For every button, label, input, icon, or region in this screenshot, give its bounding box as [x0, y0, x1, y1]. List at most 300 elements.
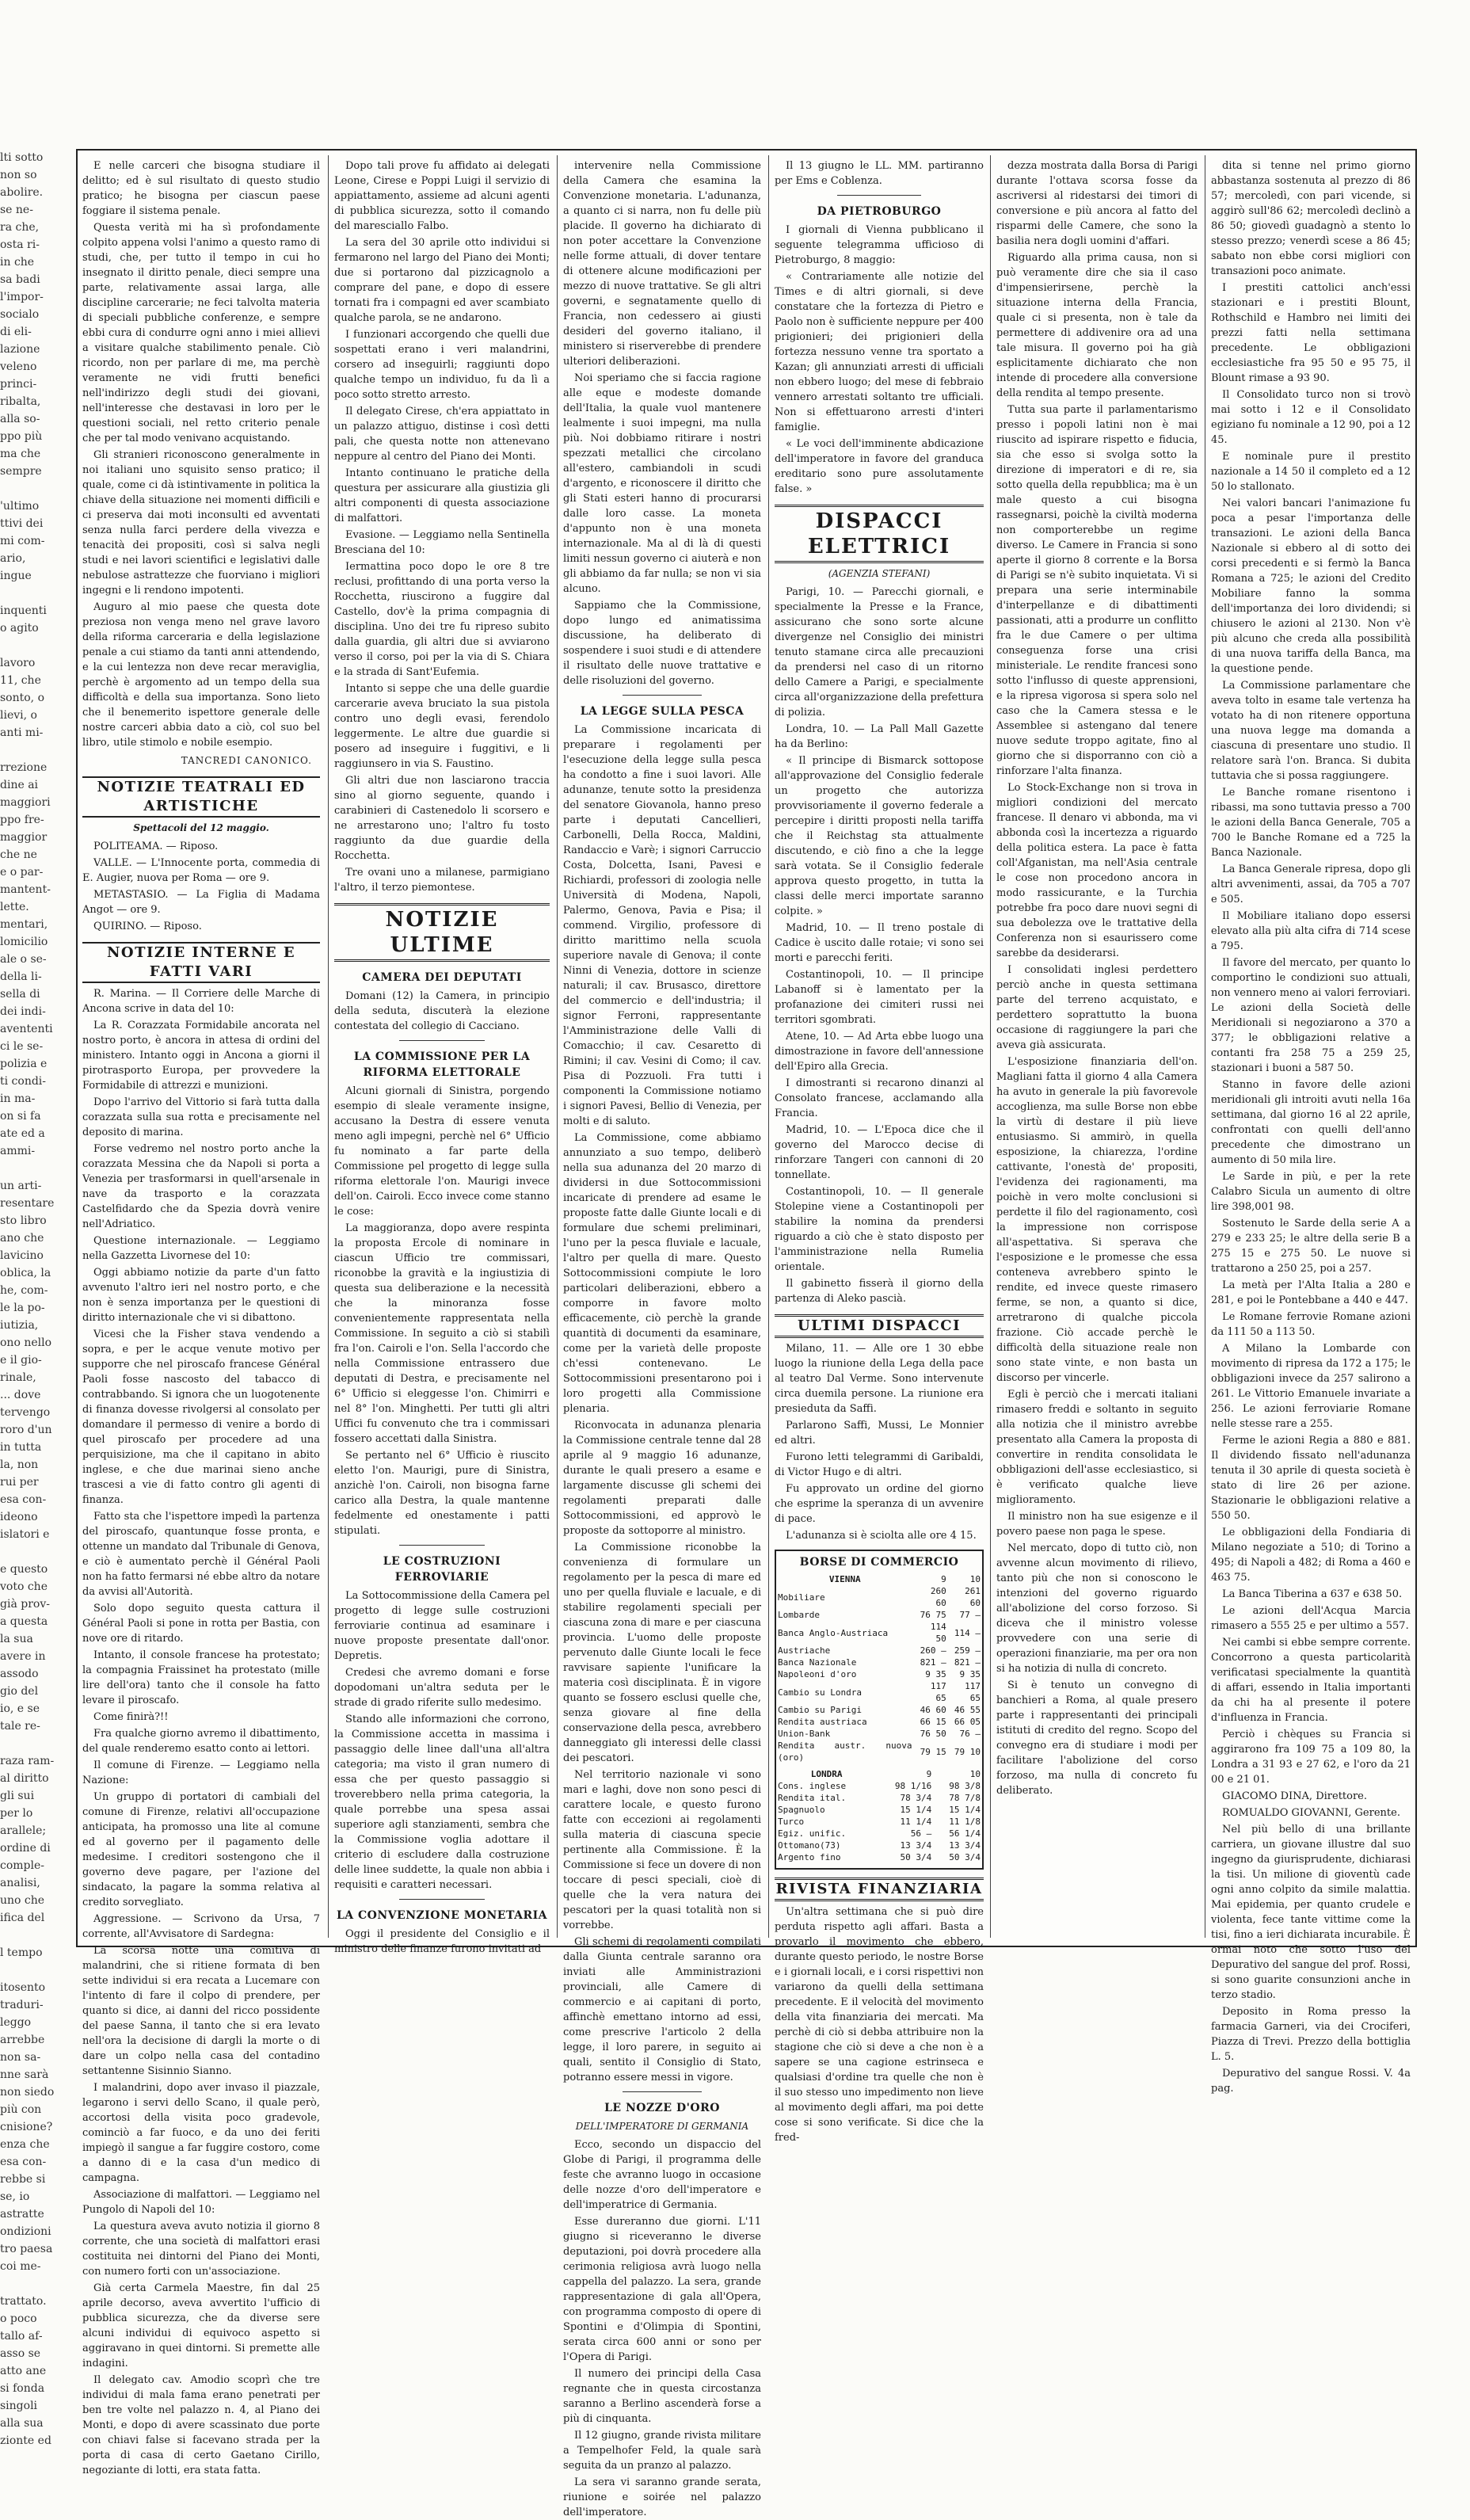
paragraph: Fu approvato un ordine del giorno che esprime la speranza di un avvenire di pace. [775, 1483, 984, 1525]
paragraph: Parigi, 10. — Parecchi giornali, e specialmente la Presse e la France, assicurano che sono sorte alcune divergenze nel Consiglio dei ministri tenuto stamane circa alle precauzioni da prendersi nel caso di un ritorno dello Camere a Parigi, e specialmente circa all'organizzazione della prefettura di polizia. [775, 586, 984, 719]
paragraph: I consolidati inglesi perdettero perciò anche in questa settimana parte del terreno acquistato, e perdettero soprattutto la buona occasione di raggiungere la pari che aveva già assicurata. [996, 964, 1198, 1051]
separator [399, 1899, 486, 1900]
bleed-line: lazione [0, 343, 40, 356]
security-name: Spagnuolo [778, 1805, 825, 1815]
bleed-line: ordine di [0, 1842, 51, 1855]
column-rule [328, 155, 329, 1938]
table-row [776, 1740, 982, 1763]
bleed-line: e il gio- [0, 1354, 42, 1367]
paragraph: La Banca Tiberina a 637 e 638 50. [1222, 1588, 1403, 1600]
bleed-line: ono nello [0, 1336, 52, 1349]
quote-value: 821 — [920, 1657, 946, 1668]
bleed-line: mantent- [0, 883, 51, 896]
bleed-line: maggior [0, 831, 48, 844]
borse-londra-label: LONDRA [810, 1769, 843, 1779]
security-name: Mobiliare [778, 1592, 825, 1603]
paragraph: L'adunanza si è sciolta alle ore 4 15. [786, 1530, 977, 1542]
paragraph: Perciò i chèques su Francia si aggirarono fra 109 75 a 109 80, la Londra a 31 93 e 27 62, e l'oro da 21 00 e 21 01. [1211, 1729, 1411, 1786]
quote-value: 76 — [959, 1729, 981, 1739]
bleed-line: già prov- [0, 1598, 50, 1611]
paragraph: Il numero dei principi della Casa regnante che in questa circostanza saranno a Berlino ascenderà forse a più di cinquanta. [563, 2368, 761, 2425]
paragraph: Le Romane ferrovie Romane azioni da 111 50 a 113 50. [1211, 1311, 1411, 1338]
paragraph: Fatto sta che l'ispettore impedì la partenza del piroscafo, quantunque fosse pronta, e ottenne un mandato dal Tribunale di Genova, e ciò è aumentato perchè il Général Paoli non ha fatto fermarsi né ebbe altro da notare da avvisi all'Autorità. [82, 1511, 320, 1598]
bleed-line [0, 742, 57, 759]
bleed-line: assodo [0, 1668, 39, 1680]
quote-value: 261 60 [965, 1586, 981, 1608]
paragraph: La questura aveva avuto notizia il giorno 8 corrente, che una società di malfattori erasi costituita nei dintorni del Piano dei Monti, con numero forti con un'associazione. [82, 2221, 320, 2278]
bleed-line: trattato. [0, 2295, 47, 2308]
paragraph: Domani (12) la Camera, in principio della seduta, discuterà la elezione contestata del collegio di Cacciano. [334, 990, 550, 1032]
heading-pietroburgo: DA PIETROBURGO [817, 205, 942, 218]
paragraph: « Il principe di Bismarck sottopose all'approvazione del Consiglio federale un progetto che autorizza provvisoriamente il governo federale a percepire i diritti proposti nella tariffa che il Reichstag sta attualmente discutendo, e ciò fino a che la legge sarà votata. Se il Consiglio federale approva questo progetto, in tutta la classi delle merci importate saranno colpite. » [775, 755, 984, 917]
bleed-line: della li- [0, 970, 42, 983]
table-row [776, 1645, 982, 1656]
bleed-line: cnisione? [0, 2121, 53, 2133]
bleed-line [0, 1160, 57, 1177]
paragraph: Evasione. — Leggiamo nella Sentinella Bresciana del 10: [334, 529, 550, 556]
paragraph: Aggressione. — Scrivono da Ursa, 7 corrente, all'Avvisatore di Sardegna: [82, 1913, 320, 1940]
bleed-line: ammi- [0, 1145, 36, 1157]
paragraph: Gli stranieri riconoscono generalmente in noi italiani uno squisito senso pratico; il quale, come ci dà istintivamente in politica la chiave della situazione nei momenti difficili e ci preserva dai moti inconsulti ed avventati senza nulla farci perdere della vivezza e tenacità dei propositi, così si salva negli studi e nei lavori scientifici e legislativi dalle nebulose astrattezze che fuorviano i migliori ingegni e li rendono impotenti. [82, 449, 320, 597]
separator [399, 1545, 486, 1546]
paragraph: Intanto continuano le pratiche della questura per assicurare alla giustizia gli altri componenti di questa associazione di malfattori. [334, 467, 550, 524]
bleed-line: se ne- [0, 204, 33, 216]
quote-value: 260 60 [930, 1586, 946, 1608]
security-name: Rendita ital. [778, 1793, 847, 1803]
bleed-line: sto libro [0, 1214, 47, 1227]
bleed-line: raza ram- [0, 1755, 55, 1767]
bleed-line: gio del [0, 1685, 39, 1698]
bleed-line: se, io [0, 2190, 30, 2203]
pietroburgo-body [775, 223, 984, 497]
bleed-line [0, 637, 57, 654]
paragraph: Depurativo del sangue Rossi. V. 4a pag. [1211, 2068, 1411, 2095]
bleed-line: resentare [0, 1197, 55, 1210]
paragraph: « Le voci dell'imminente abdicazione dell'imperatore in favore del granduca ereditario sono pure assolutamente false. » [775, 438, 984, 495]
paragraph: Intanto si seppe che una delle guardie carcerarie aveva bruciato la sua pistola contro uno degli evasi, ferendolo leggermente. Le altre due guardie si posero ad inseguire i fuggitivi, e li raggiunsero in via S. Faustino. [334, 683, 550, 770]
security-name: Banca Nazionale [778, 1657, 857, 1668]
paragraph: ROMUALDO GIOVANNI, Gerente. [1222, 1807, 1400, 1819]
bleed-line: enza che [0, 2138, 50, 2151]
table-row [776, 1728, 982, 1740]
paragraph: Il comune di Firenze. — Leggiamo nella Nazione: [82, 1759, 320, 1786]
paragraph: Il 13 giugno le LL. MM. partiranno per Ems e Coblenza. [775, 160, 984, 187]
security-name: Napoleoni d'oro [778, 1669, 857, 1679]
column-1 [82, 158, 320, 2476]
paragraph: La Commissione riconobbe la convenienza di formulare un regolamento per la pesca di mare ed uno per quella fluviale e lacuale, e di stabilire regolamenti speciali per ciascuna zona di mare e per ciascuna provincia. L'uomo delle proposte pervenuto dalle Giunte locali le fece ravvisare sapiente l'unificare la materia così disciplinata. È in vigore quanto se fossero esclusi quelle che, senza giovare al fine della conservazione della pesca, avrebbero danneggiato gli interessi delle classi dei pescatori. [563, 1542, 761, 1764]
paragraph: Le obbligazioni della Fondiaria di Milano negoziate a 510; di Torino a 495; di Napoli a 482; di Roma a 460 e 463 75. [1211, 1527, 1411, 1584]
paragraph: Lo Stock-Exchange non si trova in migliori condizioni del mercato francese. Il denaro vi abbonda, ma vi abbonda così la incertezza a riguardo della politica estera. La pace è fatta coll'Afganistan, ma nell'Asia centrale le cose non procedono ancora in modo rassicurante, e la Turchia potrebbe fra poco dare nuovi segni di sua debolezza ove le trattative della Conferenza non si esaurissero come sarebbe da desiderarsi. [996, 782, 1198, 959]
paragraph: La Commissione parlamentare che aveva tolto in esame tale vertenza ha votato ha di non ritenere opportuna una nuova legge ma domanda a ciascuna di presentare uno studio. Il relatore sarà l'on. Branca. Si dubita tuttavia che si possa raggiungere. [1211, 680, 1411, 782]
borse-col-header: 10 [969, 1769, 981, 1779]
borse-londra-table [776, 1768, 982, 1863]
bleed-line: che ne [0, 848, 37, 861]
bleed-line [0, 585, 57, 602]
paragraph: Solo dopo seguito questa cattura il Général Paoli si pone in rotta per Bastia, con nove ore di ritardo. [82, 1603, 320, 1645]
heading-camera-deputati: CAMERA DEI DEPUTATI [362, 971, 522, 984]
paragraph: La sera del 30 aprile otto individui si fermarono nel largo del Piano dei Monti; due si portarono dal pizzicagnolo a comprare del pane, e dopo di essere tornati fra i compagni ed aver scambiato qualche parola, se ne andarono. [334, 237, 550, 324]
paragraph: La R. Corazzata Formidabile ancorata nel nostro porto, è ancora in attesa di ordini del ministero. Intanto oggi in Ancona a giorni il pirotrasporto Europa, per provvedere la Formidabile di attrezzi e munizioni. [82, 1020, 320, 1092]
paragraph: Furono letti telegrammi di Garibaldi, di Victor Hugo e di altri. [775, 1451, 984, 1478]
bleed-line: non sa- [0, 2051, 41, 2064]
paragraph: VALLE. — L'Innocente porta, commedia di E. Augier, nuova per Roma — ore 9. [82, 857, 320, 884]
bleed-line: astratte [0, 2208, 44, 2221]
bleed-line: tervengo [0, 1406, 51, 1419]
table-row [776, 1804, 982, 1816]
paragraph: Costantinopoli, 10. — Il generale Stolepine viene a Costantinopoli per stabilire la nomina da prendersi riguardo a ciò che è stato disposto per l'amministrazione nella Rumelia orientale. [775, 1186, 984, 1273]
quote-value: 76 50 [920, 1729, 946, 1739]
paragraph: Madrid, 10. — Il treno postale di Cadice è uscito dalle rotaie; vi sono sei morti e parecchi feriti. [775, 922, 984, 964]
paragraph: POLITEAMA. — Riposo. [93, 841, 219, 852]
bleed-line: tro paesa [0, 2243, 53, 2255]
paragraph: Intanto, il console francese ha protestato; la compagnia Fraissinet ha protestato (mille lire dell'ora) tanto che il console ha fatto levare il piroscafo. [82, 1649, 320, 1706]
quote-value: 78 3/4 [900, 1793, 932, 1803]
paragraph: Gli schemi di regolamenti compilati dalla Giunta centrale saranno ora inviati alle Amministrazioni provinciali, alle Camere di commercio e ai capitani di porto, affinchè emettano intorno ad essi, come prescrive l'articolo 2 della legge, il loro parere, in seguito ai quali, sentito il Consiglio di Stato, potranno essere messi in vigore. [563, 1936, 761, 2083]
quote-value: 76 75 [920, 1610, 946, 1620]
bleed-line: coi me- [0, 2260, 41, 2273]
paragraph: Il favore del mercato, per quanto lo comportino le condizioni suo attuali, non vennero meno ai valori ferroviari. Le azioni della Società delle Meridionali si negoziarono a 370 a 377; le obbligazioni relative a contanti fra 258 75 a 259 25, stazionari i buoni a 587 50. [1211, 957, 1411, 1074]
borse-col-header: 9 [926, 1769, 932, 1779]
teatri-list [82, 839, 320, 934]
bleed-line: lavicino [0, 1249, 44, 1262]
paragraph: I dimostranti si recarono dinanzi al Consolato francese, acclamando alla Francia. [775, 1077, 984, 1119]
bleed-line: in tutta [0, 1441, 42, 1454]
quote-value: 260 — [920, 1645, 946, 1656]
bleed-line: 'ultimo [0, 500, 40, 513]
paragraph: Ferme le azioni Regia a 880 e 881. Il dividendo fissato nell'adunanza tenuta il 30 aprile di questa società è stato di lire 26 per azione. Stazionarie le obbligazioni relative a 550 50. [1211, 1435, 1411, 1522]
quote-value: 98 1/16 [894, 1781, 932, 1791]
bleed-line: polizia e [0, 1058, 48, 1070]
bleed-line: alla so- [0, 413, 40, 425]
bleed-line: al diritto [0, 1772, 49, 1785]
bleed-line: lievi, o [0, 709, 37, 722]
paragraph: Atene, 10. — Ad Arta ebbe luogo una dimostrazione in favore dell'annessione dell'Epiro alla Grecia. [775, 1031, 984, 1073]
convenzione-monetaria-continued [563, 158, 761, 688]
heading-costruzioni-ferroviarie: LE COSTRUZIONI FERROVIARIE [383, 1555, 501, 1584]
paragraph: Il gabinetto fisserà il giorno della partenza di Aleko pascià. [775, 1278, 984, 1305]
quote-value: 9 35 [925, 1669, 946, 1679]
convenzione-monetaria-body [334, 1927, 550, 1957]
bleed-line: lavoro [0, 657, 36, 669]
paragraph: Tutta sua parte il parlamentarismo presso i popoli latini non è mai riuscito ad ispirare rispetto e fiducia, sia che esso si svolga sotto la direzione di imperatori e di re, sia sotto quella della repubblica; ma è un male questo a cui bisogna rassegnarsi, poichè la civiltà moderna non comporterebbe un regime diverso. Le Camere in Francia si sono aperte il giorno 8 corrente e la Borsa di Parigi se n'è subito inquietata. Vi si prepara una serie interminabile d'interpellanze e di dibattimenti passionati, atti a produrre un conflitto fra le due Camere o per ultima conseguenza forse una crisi ministeriale. Le rendite francesi sono sotto l'influsso di queste apprensioni, e la ripresa vigorosa si spera solo nel caso che la Camera stessa e le Assemblee si astengano dal tenere nuove sedute troppo agitate, fino al giorno che si disporranno con ciò a rinforzare l'alta finanza. [996, 404, 1198, 777]
quote-value: 56 1/4 [949, 1828, 981, 1839]
bleed-line: ttivi dei [0, 517, 44, 530]
paragraph: Se pertanto nel 6° Ufficio è riuscito eletto l'on. Maurigi, pure di Sinistra, anzichè l'on. Cairoli, non bisogna farne carico alla Destra, la quale mantenne fedelmente ed onestamente i patti stipulati. [334, 1450, 550, 1537]
bleed-line: la, non [0, 1458, 39, 1471]
camera-deputati-body [334, 989, 550, 1034]
quote-value: 11 1/8 [949, 1817, 981, 1827]
bleed-line: la sua [0, 1633, 33, 1645]
bleed-line: socialo [0, 308, 40, 321]
paragraph: Alcuni giornali di Sinistra, porgendo esempio di sleale veramente insigne, accusano la Destra di essere venuta meno agli impegni, perchè nel 6° Ufficio fu nominato a far parte della Commissione pel progetto di legge sulla riforma elettorale l'on. Maurigi invece dell'on. Cairoli. Ecco invece come stanno le cose: [334, 1085, 550, 1218]
separator [623, 695, 702, 696]
quote-value: 50 3/4 [900, 1852, 932, 1862]
riforma-elettorale-body [334, 1084, 550, 1538]
bleed-line: lette. [0, 901, 29, 913]
paragraph: Il ministro non ha sue esigenze e il povero paese non paga le spese. [996, 1511, 1198, 1538]
paragraph: Tre ovani uno a milanese, parmigiano l'altro, il terzo piemontese. [334, 867, 550, 894]
security-name: Union-Bank [778, 1729, 831, 1739]
quote-value: 56 — [910, 1828, 932, 1839]
bleed-line: ma che [0, 448, 41, 460]
paragraph: QUIRINO. — Riposo. [93, 921, 202, 932]
bleed-line: ale o se- [0, 953, 47, 966]
bleed-line [0, 1961, 57, 1979]
rivista-finanziaria-body [775, 1904, 984, 2145]
table-row [776, 1585, 982, 1609]
bleed-line: analisi, [0, 1877, 40, 1889]
bleed-line: di eli- [0, 326, 32, 338]
paragraph: Madrid, 10. — L'Epoca dice che il governo del Marocco decise di rinforzare Tangeri con cannoni di 20 tonnellate. [775, 1124, 984, 1181]
bleed-line [0, 1543, 57, 1561]
bleed-line: o agito [0, 622, 39, 635]
column-5 [996, 158, 1198, 1933]
paragraph: Le Sarde in più, e per la rete Calabro Sicula un aumento di oltre lire 398,001 98. [1211, 1171, 1411, 1213]
bleed-line: dei indi- [0, 1005, 46, 1018]
bleed-line: on si fa [0, 1110, 41, 1123]
rivista-finanziaria-end [1211, 158, 1411, 2096]
security-name: Austriache [778, 1645, 831, 1656]
paragraph: Riconvocata in adunanza plenaria la Commissione centrale tenne dal 28 aprile al 9 maggio 16 adunanze, durante le quali presero a esame e largamente discusse gli schemi dei regolamenti preparati dalle Sottocommissioni, ed approvò le proposte da sottoporre al ministro. [563, 1420, 761, 1537]
rivista-finanziaria-continued [996, 158, 1198, 1798]
borse-vienna-label: VIENNA [828, 1574, 861, 1584]
paragraph: Londra, 10. — La Pall Mall Gazette ha da Berlino: [775, 723, 984, 750]
bleed-line: lti sotto [0, 151, 44, 164]
bleed-line: ... dove [0, 1389, 41, 1401]
security-name: Cambio su Parigi [778, 1705, 862, 1715]
paragraph: dita si tenne nel primo giorno abbastanza sostenuta al prezzo di 86 57; mercoledì, con pari vicende, si aggirò sull'86 62; mercoledì declinò a 86 50; giovedì guadagnò a stento lo stesso prezzo; venerdì scese a 86 45; sabato non ebbe corsi migliori con transazioni poco animate. [1211, 160, 1411, 277]
dispacci-agency: (AGENZIA STEFANI) [828, 568, 931, 579]
security-name: Ottomano(73) [778, 1840, 841, 1851]
paragraph: L'esposizione finanziaria dell'on. Magliani fatta il giorno 4 alla Camera ha avuto in generale la più favorevole accoglienza, ma sulle Borse non ebbe la virtù di destare il più lieve entusiasmo. Si ammirò, in quella esposizione, la chiarezza, l'ordine cattivante, l'onestà de' propositi, l'evidenza dei ragionamenti, ma poichè in vero molte conclusioni si perdette il filo del ragionamento, così la impressione non corrispose all'aspettativa. Si sperava che l'esposizione e le promesse che essa conteneva avrebbero spinto le rendite, ed invece queste rimasero ferme, se non, a quanto si dice, arretrarono di qualche piccola frazione. Ciò accade perchè le difficoltà della situazione reale non sono state vinte, e non basta un discorso per vincerle. [996, 1056, 1198, 1384]
bleed-line: dine ai [0, 779, 39, 791]
bleed-line: alla sua [0, 2417, 44, 2430]
bleed-line: islatori e [0, 1528, 50, 1541]
paragraph: La maggioranza, dopo avere respinta la proposta Ercole di nominare in ciascun Ufficio tre commissari, riconobbe la gravità e la ingiustizia di questa sua deliberazione e la necessità che la minoranza fosse convenientemente rappresentata nella Commissione. In seguito a ciò si stabilì fra l'on. Cairoli e l'on. Sella l'accordo che nella Commissione entrassero due deputati di Destra, e precisamente nel 6° Ufficio si eleggesse l'on. Chimirri e nel 8° l'on. Minghetti. Per tutti gli altri Uffici fu convenuto che tra i commissari fossero accettati dalla Sinistra. [334, 1222, 550, 1445]
bleed-line: esa con- [0, 1493, 47, 1506]
borse-heading: BORSE DI COMMERCIO [799, 1556, 959, 1569]
quote-value: 13 3/4 [900, 1840, 932, 1851]
article-malfattori-continued [334, 158, 550, 895]
paragraph: La Commissione incaricata di preparare i regolamenti per l'esecuzione della legge sulla pesca ha condotto a fine i suoi lavori. Alle adunanze, tenute sotto la presidenza del senatore Giovanola, hanno preso parte i deputati Cancellieri, Carbonelli, Della Rocca, Maldini, Randaccio e Varè; i signori Carruccio Costa, Dolcetta, Isani, Pavesi e Richiardi, professori di zoologia nelle Università di Modena, Napoli, Palermo, Genova, Pavia e Pisa; il commend. Virgilio, professore di diritto marittimo nella scuola superiore navale di Genova; il conte Ninni di Venezia, dottore in scienze naturali; il cav. Brusasco, direttore del commercio e dell'industria; il signor Ferroni, rappresentante l'Amministrazione delle Valli di Comacchio; il cav. Cesaretto di Rimini; il cav. Vesini di Como; il cav. Pisa di Pozzuoli. Fra tutti i componenti la Commissione notiamo i signori Pavesi, Bellio di Venezia, per molti e di saluto. [563, 724, 761, 1127]
separator [399, 1040, 486, 1041]
section-heading-ultimi-dispacci: ULTIMI DISPACCI [775, 1314, 984, 1338]
bleed-line: ondizioni [0, 2225, 51, 2238]
bleed-line: in ma- [0, 1092, 36, 1105]
bleed-line: si fonda [0, 2382, 45, 2395]
bleed-line: asso se [0, 2347, 41, 2360]
bleed-line: sonto, o [0, 692, 45, 704]
paragraph: E nominale pure il prestito nazionale a 14 50 il completo ed a 12 50 lo stallonato. [1211, 451, 1411, 493]
bleed-line: ingue [0, 570, 32, 582]
nozze-oro-body [563, 2137, 761, 2520]
bleed-line: mentari, [0, 918, 48, 931]
paragraph: Questa verità mi ha sì profondamente colpito appena volsi l'animo a questo ramo di studi, che, per tutto il tempo in cui ho insegnato il diritto penale, dieci sempre una parte, relativamente assai larga, alle discipline carcerarie; ne feci talvolta materia di speciali pubbliche conferenze, e sempre ebbi cura di condurre ogni anno i miei allievi a visitare qualche stabilimento penale. Ciò ricordo, non per parlare di me, ma perchè veramente ne vidi frutti benefici nell'indirizzo degli studi dei giovani, nell'interesse che destavasi in loro per le questioni sociali, nel retto criterio penale che per tal modo venivano acquistando. [82, 222, 320, 444]
paragraph: Parlarono Saffi, Mussi, Le Monnier ed altri. [775, 1420, 984, 1447]
table-row [776, 1716, 982, 1728]
bleed-line: per lo [0, 1807, 33, 1820]
quote-value: 15 1/4 [900, 1805, 932, 1815]
paragraph: Credesi che avremo domani e forse dopodomani un'altra seduta per le strade di grado riferite sullo medesimo. [334, 1667, 550, 1709]
nozze-oro-continued [775, 158, 984, 189]
paragraph: Gli altri due non lasciarono traccia sino al giorno seguente, quando i carabinieri di Castenedolo li scorsero e ne arrestarono uno; l'altro fu tosto raggiunto da due guardie della Rocchetta. [334, 775, 550, 862]
paragraph: La Banca Generale ripresa, dopo gli altri avvenimenti, assai, da 705 a 707 e 505. [1211, 864, 1411, 905]
table-row [776, 1609, 982, 1621]
paragraph: Stanno in favore delle azioni meridionali gli introiti avuti nella 16a settimana, dal giorno 16 al 22 aprile, confrontati con quelli dell'anno precedente che dimostrano un aumento di 50 mila lire. [1211, 1079, 1411, 1166]
paragraph: Forse vedremo nel nostro porto anche la corazzata Messina che da Napoli si porta a Venezia per trasformarsi in quell'arsenale in nave da trasporto e la corazzata Castelfidardo che da Spezia dovrà venire nell'Adriatico. [82, 1143, 320, 1230]
paragraph: « Contrariamente alle notizie del Times e di altri giornali, si deve constatare che la fortezza di Pietro e Paolo non è sufficiente neppure per 400 prigionieri; dei prigionieri della fortezza nessuno venne tra sportato a Kazan; gli annunziati arresti di ufficiali non ebbero luogo; del mese di febbraio vennero arrestati soltanto tre ufficiali. Non si effettuarono arresti d'interi famiglie. [775, 271, 984, 433]
bleed-line: ppo più [0, 430, 43, 443]
heading-convenzione-monetaria: LA CONVENZIONE MONETARIA [336, 1909, 548, 1922]
bleed-line: ribalta, [0, 395, 41, 408]
paragraph: E nelle carceri che bisogna studiare il delitto; ed è sul risultato di questo studio pratico; he bisogna per ciascun paese foggiare il sistema penale. [82, 160, 320, 217]
author-signature: TANCREDI CANONICO. [181, 755, 312, 766]
legge-pesca-body [563, 722, 761, 2085]
quote-value: 77 — [959, 1610, 981, 1620]
section-heading-dispacci-elettrici: DISPACCI ELETTRICI [775, 505, 984, 563]
paragraph: I funzionari accorgendo che quelli due sospettati erano i veri malandrini, corsero ad inseguirli; raggiunti dopo qualche tempo un individuo, fu da lì a poco sotto stretto arresto. [334, 329, 550, 401]
quote-value: 259 — [954, 1645, 981, 1656]
quote-value: 117 65 [930, 1681, 946, 1703]
paragraph: Nel più bello di una brillante carriera, un giovane illustre dal suo ingegno da giurisprudente, dichiarasi la tisi. Un milione di gioventù cade ogni anno colpito da simile malattia. Mai epidemia, per quanto crudele e violenta, fece tante vittime come la tisi, fino a ieri dichiarata incurabile. È ormai noto che sotto l'uso del Depurativo del sangue del prof. Rossi, si sono guarite consunzioni anche in terzo stadio. [1211, 1824, 1411, 2001]
paragraph: R. Marina. — Il Corriere delle Marche di Ancona scrive in data del 10: [82, 988, 320, 1015]
paragraph: Auguro al mio paese che questa dote preziosa non venga meno nel grave lavoro della riforma carceraria e della legislazione penale a cui stiamo da tanti anni attendendo, e la cui lentezza non deve recar meraviglia, perchè è argomento ad un tempo della sua difficoltà e della sua importanza. Sono lieto che il benemerito ispettore generale delle nostre carceri abbia dato a ciò, col suo bel libro, utile stimolo e nobile esempio. [82, 601, 320, 749]
heading-riforma-elettorale: LA COMMISSIONE PER LA RIFORMA ELETTORALE [353, 1050, 531, 1079]
bleed-line [0, 480, 57, 498]
bleed-line: avententi [0, 1023, 53, 1035]
dispacci-body [775, 585, 984, 1306]
borse-commercio-box [775, 1550, 984, 1870]
security-name: Banca Anglo-Austriaca [778, 1627, 889, 1638]
paragraph: Già certa Carmela Maestre, fin dal 25 aprile decorso, aveva avvertito l'ufficio di pubblica sicurezza, che da diverse sere alcuni individui di equivoco aspetto si aggiravano in quei dintorni. Si premette alle indagini. [82, 2282, 320, 2369]
security-name: Rendita austr. nuova (oro) [778, 1740, 912, 1763]
bleed-line: itosento [0, 1981, 46, 1994]
bleed-line: un arti- [0, 1180, 42, 1192]
bleed-line: a questa [0, 1615, 48, 1628]
bleed-line: rinale, [0, 1371, 36, 1384]
quote-value: 66 15 [920, 1717, 946, 1727]
paragraph: Il delegato cav. Amodio scoprì che tre individui di mala fama erano penetrati per ben tre volte nel palazzo n. 4, al Piano dei Monti, e dopo di avere scassinato due porte con chiavi false si facevano strada per la porta di casa di certo Gaetano Cirillo, negoziante di lotti, era stata fatta. [82, 2374, 320, 2476]
security-name: Cons. inglese [778, 1781, 847, 1791]
column-4 [775, 158, 984, 2144]
bleed-line: comple- [0, 1859, 44, 1872]
bleed-line: l'impor- [0, 291, 44, 303]
quote-value: 15 1/4 [949, 1805, 981, 1815]
column-2 [334, 158, 550, 1955]
paragraph: Il Consolidato turco non si trovò mai sotto i 12 e il Consolidato egiziano fu nominale a 12 90, poi a 12 45. [1211, 389, 1411, 446]
bleed-line: rrezione [0, 761, 48, 774]
quote-value: 13 3/4 [949, 1840, 981, 1851]
bleed-line: ano che [0, 1232, 44, 1245]
teatri-subheading: Spettacoli del 12 maggio. [133, 822, 269, 833]
separator [623, 2091, 702, 2092]
table-row [776, 1828, 982, 1839]
table-row [776, 1621, 982, 1645]
bleed-line [0, 1735, 57, 1752]
paragraph: I malandrini, dopo aver invaso il piazzale, legarono i servi dello Scano, il quale però, accortosi della visita poco gradevole, cominciò a far fuoco, e da uno dei feriti impiegò il sangue a far fuggire costoro, come a danno di e la casa d'un medico di campagna. [82, 2082, 320, 2184]
bleed-line: arallele; [0, 1824, 47, 1837]
bleed-line: 11, che [0, 674, 41, 687]
bleed-line: sella di [0, 988, 40, 1001]
paragraph: Un gruppo di portatori di cambiali del comune di Firenze, relativi all'occupazione anticipata, ha promosso una lite al comune ed al governo per il pagamento delle medesime. I creditori sostengono che il governo deve pagare, per l'azione del sindacato, la pagare la somma relativa al credito sorvegliato. [82, 1791, 320, 1908]
table-row [776, 1668, 982, 1680]
paragraph: Oggi il presidente del Consiglio e il ministro delle finanze furono invitati ad [334, 1928, 550, 1955]
security-name: Egiz. unific. [778, 1828, 847, 1839]
bleed-line: ifica del [0, 1912, 45, 1924]
security-name: Argento fino [778, 1852, 841, 1862]
paragraph: Vicesi che la Fisher stava vendendo a sopra, e per le acque venute motivo per supporre che nel piroscafo francese Général Paoli fosse nascosto del tabacco di contrabbando. Si ignora che un luogotenente di finanza dovesse rivolgersi al consolato per domandare il permesso di venire a bordo di quel piroscafo per procedere ad una perquisizione, ma che il capitano in abito inglese, e che due marinai sieno anche trascesi a vie di fatto contro gli agenti di finanza. [82, 1329, 320, 1506]
quote-value: 11 1/4 [900, 1817, 932, 1827]
bleed-line: veleno [0, 360, 37, 373]
table-row [776, 1704, 982, 1716]
bleed-line: leggo [0, 2016, 32, 2029]
bleed-line: roro d'un [0, 1424, 52, 1436]
paragraph: La scorsa notte una comitiva di malandrini, che si ritiene formata di ben sette individui si era recata a Lucemare con l'intento di fare il colpo di prendere, per quanto si dice, ai danni del ricco possidente del paese Sanna, il tanto che si era levato nell'ora la decisione di dargli la morte o di dare un colpo nella casa del contadino settantenne Sisinnio Sianno. [82, 1945, 320, 2077]
bleed-line: abolire. [0, 186, 44, 199]
bleed-line: più con [0, 2103, 42, 2116]
section-heading-notizie-ultime: NOTIZIE ULTIME [334, 903, 550, 962]
section-heading-teatri: NOTIZIE TEATRALI ED ARTISTICHE [82, 776, 320, 818]
paragraph: Nei cambi si ebbe sempre corrente. Concorrono a questa particolarità verificatasi specialmente la quantità di affari, essendo in Italia importanti da chi ha al presente il potere d'influenza in Francia. [1211, 1637, 1411, 1724]
bleed-line: ario, [0, 552, 26, 565]
table-row [776, 1792, 982, 1804]
bleed-line: oblica, la [0, 1267, 51, 1279]
column-6 [1211, 158, 1411, 2095]
adjacent-page-bleed [0, 149, 57, 2447]
quote-value: 66 05 [954, 1717, 981, 1727]
paragraph: Stando alle informazioni che corrono, la Commissione accetta in massima i passaggio delle linee dall'una all'altra categoria; ma visto il gran numero di essa che per questo passaggio si troverebbero nella prima categoria, la quale porrebbe una spesa assai superiore agli stanziamenti, sembra che la Commissione voglia adottare il criterio di escludere dalla costruzione delle linee suddette, la quale non abbia i requisiti e caratteri necessari. [334, 1714, 550, 1891]
bleed-line: voto che [0, 1580, 48, 1593]
paragraph: La Sottocommissione della Camera pel progetto di legge sulle costruzioni ferroviarie continua ad esaminare i nuove proposte presentate dall'onor. Depretis. [334, 1590, 550, 1662]
bleed-line: non so [0, 169, 37, 181]
quote-value: 117 65 [965, 1681, 981, 1703]
bleed-line: rui per [0, 1476, 39, 1489]
paragraph: Costantinopoli, 10. — Il principe Labanoff si è lamentato per la profanazione dei cimiteri russi nei territori sgombrati. [775, 969, 984, 1026]
paragraph: La metà per l'Alta Italia a 280 e 281, e poi le Pontebbane a 440 e 447. [1211, 1279, 1411, 1306]
bleed-line: traduri- [0, 1999, 44, 2011]
bleed-line: lomicilio [0, 936, 48, 948]
paragraph: Il 12 giugno, grande rivista militare a Tempelhofer Feld, la quale sarà seguita da un pranzo al palazzo. [563, 2430, 761, 2472]
bleed-line: he, com- [0, 1284, 48, 1297]
bleed-line: sempre [0, 465, 42, 478]
paragraph: Questione internazionale. — Leggiamo nella Gazzetta Livornese del 10: [82, 1235, 320, 1262]
quote-value: 821 — [954, 1657, 981, 1668]
column-rule [990, 155, 991, 1938]
bleed-line: ti condi- [0, 1075, 47, 1088]
quote-value: 79 10 [954, 1746, 981, 1757]
table-row [776, 1656, 982, 1668]
costruzioni-ferroviarie-body [334, 1588, 550, 1893]
bleed-line: o poco [0, 2312, 37, 2325]
bleed-line: ideono [0, 1511, 38, 1523]
bleed-line: rebbe si [0, 2173, 46, 2186]
paragraph: Ecco, secondo un dispaccio del Globe di Parigi, il programma delle feste che avranno luogo in occasione delle nozze d'oro dell'imperatore e dell'imperatrice di Germania. [563, 2139, 761, 2211]
column-3 [563, 158, 761, 2518]
bleed-line: ate ed a [0, 1127, 45, 1140]
paragraph: Nel mercato, dopo di tutto ciò, non avvenne alcun movimento di rilievo, tanto più che non si conoscono le intenzioni del governo riguardo all'abolizione del corso forzoso. Si diceva che il ministro volesse provvedere con una serie di operazioni finanziarie, ma per ora non si ha notizia di nulla di concreto. [996, 1542, 1198, 1675]
bleed-line: ra che, [0, 221, 40, 234]
bleed-line: anti mi- [0, 726, 44, 739]
bleed-line [0, 1927, 57, 1944]
table-row [776, 1816, 982, 1828]
ultimi-dispacci-body [775, 1341, 984, 1543]
bleed-line: princi- [0, 378, 37, 391]
bleed-line: arrebbe [0, 2034, 45, 2046]
paragraph: Il Mobiliare italiano dopo essersi elevato alla più alta cifra di 714 scese a 795. [1211, 910, 1411, 952]
bleed-line: ci le se- [0, 1040, 44, 1053]
paragraph: Le Banche romane risentono i ribassi, ma sono tuttavia presso a 700 le azioni della Banca Generale, 705 a 700 le Banche Romane ed a 725 la Banca Nazionale. [1211, 787, 1411, 859]
security-name: Cambio su Londra [778, 1687, 862, 1698]
